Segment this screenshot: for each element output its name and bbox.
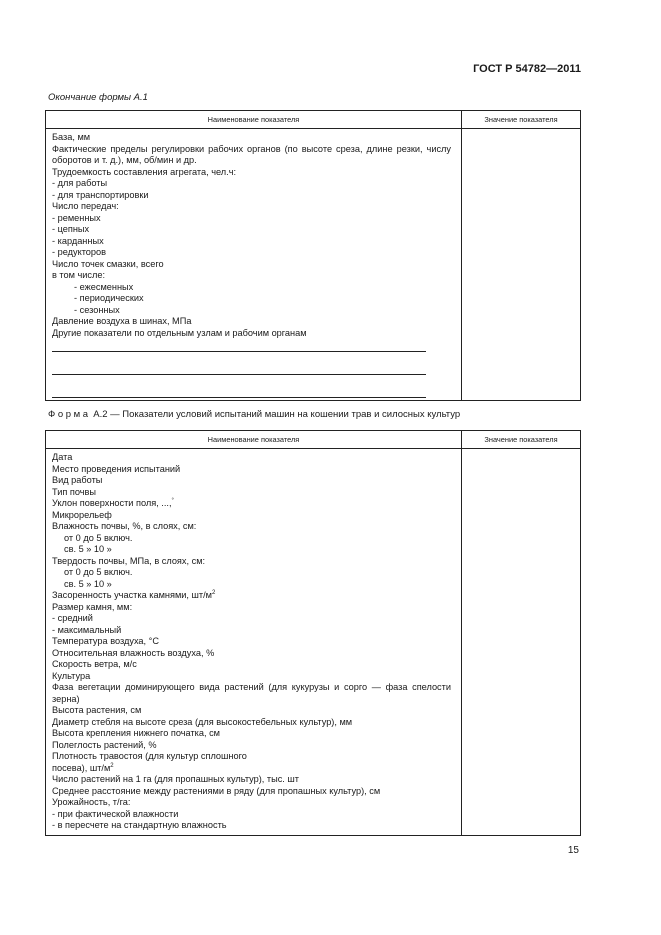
blank-line-2 [52,362,426,375]
form-a1-row-text: - для транспортировки [52,189,149,200]
form-a2-row-text: - в пересчете на стандартную влажность [52,820,227,830]
form-a2-col-value-header: Значение показателя [462,431,581,449]
blank-line-1 [52,339,426,352]
form-a1-col-name-header: Наименование показателя [46,111,462,129]
form-a2-row [52,510,455,522]
form-a2-row [52,763,455,775]
form-a1-row-text: в том числе: [52,270,106,280]
form-a2-names-cell [46,449,462,836]
form-a2-row [52,774,455,786]
form-a2-caption-rest: А.2 — Показатели условий испытаний машин на кошении трав и силосных культур [90,409,461,420]
form-a1-row-text: Трудоемкость составления агрегата, чел.ч: [52,166,237,177]
form-a1-row [52,316,455,328]
form-a2-row-text: Засоренность участка камнями, шт/м [52,590,212,600]
form-a2-row-text: Размер камня, мм: [52,601,133,612]
form-a2-row [52,487,455,499]
form-a1-row-text: Число передач: [52,201,119,211]
form-a2-row [52,705,455,717]
form-a1-rows [52,132,455,339]
form-a2-row-text: - максимальный [52,624,122,635]
form-a2-row-text: Микрорельеф [52,509,112,520]
form-a2-row [52,475,455,487]
form-a1-col-value-header: Значение показателя [462,111,581,129]
form-a1-row [52,236,455,248]
form-a2-row-text: Диаметр стебля на высоте среза (для высокостебельных культур), мм [52,716,353,727]
form-a1-row [52,247,455,259]
form-a2-row-text: Уклон поверхности поля, ..., [52,498,172,508]
form-a1-row [52,224,455,236]
form-a2-row-text: Среднее расстояние между растениями в ряду (для пропашных культур), см [52,785,381,796]
form-a2-row [52,498,455,510]
form-a2-row [52,602,455,614]
form-a2-row [52,556,455,568]
form-a2-row-superscript: 2 [211,589,216,596]
form-a1-names-cell [46,129,462,401]
form-a2-row-text: Высота крепления нижнего початка, см [52,728,220,738]
form-a2-row [52,544,455,556]
form-a1-table [45,110,581,401]
form-a2-row-text: Влажность почвы, %, в слоях, см: [52,521,197,531]
form-a2-row-text: посева), шт/м [52,762,111,773]
form-a2-row [52,613,455,625]
form-a2-row-text: св. 5 » 10 » [64,578,112,589]
form-a1-row-text: База, мм [52,132,91,142]
form-a2-row-text: Относительная влажность воздуха, % [52,647,215,658]
form-a2-row-text: Дата [52,452,73,462]
form-a2-row-text: Тип почвы [52,486,97,497]
form-a2-row [52,797,455,809]
form-a1-row-text: - периодических [74,293,144,303]
form-a1-row-text: Давление воздуха в шинах, МПа [52,316,192,326]
form-a2-row-text: Число растений на 1 га (для пропашных культур), тыс. шт [52,774,299,784]
form-a1-row [52,201,455,213]
form-a2-row-superscript: ° [171,497,174,504]
form-a2-caption [48,409,460,420]
form-a2-row-text: - средний [52,613,93,623]
form-a2-row [52,567,455,579]
form-a1-row [52,305,455,317]
form-a1-row-text: - редукторов [52,247,107,257]
form-a1-caption: Окончание формы А.1 [48,92,148,103]
form-a2-row-text: от 0 до 5 включ. [64,532,133,543]
form-a2-row-text: Место проведения испытаний [52,463,181,474]
form-a2-row [52,728,455,740]
form-a1-row [52,259,455,271]
form-a1-row [52,167,455,179]
form-a2-row-text: Полеглость растений, % [52,739,157,750]
form-a2-values-cell[interactable] [462,449,581,836]
form-a2-row [52,820,455,832]
form-a2-caption-prefix: Форма [48,409,91,420]
form-a1-row [52,213,455,225]
form-a2-row [52,533,455,545]
form-a1-row [52,270,455,282]
page-number: 15 [567,845,579,856]
form-a1-row-text: - карданных [52,235,104,246]
form-a1-row [52,144,455,167]
form-a1-values-cell[interactable] [462,129,581,401]
form-a2-row-text: Твердость почвы, МПа, в слоях, см: [52,555,206,566]
form-a2-rows [52,452,455,832]
form-a2-row-text: Урожайность, т/га: [52,797,131,807]
form-a2-row-text: Фаза вегетации доминирующего вида растений (для кукурузы и сорго — фаза спелости зерна) [52,682,451,704]
form-a2-row [52,521,455,533]
form-a2-row [52,452,455,464]
form-a1-row-text: - ежесменных [74,281,134,292]
form-a1-row [52,178,455,190]
form-a2-row-text: Высота растения, см [52,705,142,715]
form-a1-row-text: Другие показатели по отдельным узлам и рабочим органам [52,327,307,338]
form-a2-row-text: св. 5 » 10 » [64,544,112,554]
form-a1-row-text: - сезонных [74,304,120,315]
form-a2-row [52,717,455,729]
form-a2-row [52,636,455,648]
form-a2-row [52,751,455,763]
form-a2-row-superscript: 2 [110,762,114,769]
form-a2-row-text: Плотность травостоя (для культур сплошного [52,751,247,761]
form-a2-row [52,671,455,683]
form-a2-row-text: Вид работы [52,475,103,485]
form-a2-row-text: от 0 до 5 включ. [64,567,133,577]
form-a1-row-text: - для работы [52,178,108,188]
form-a2-row [52,590,455,602]
form-a1-row [52,328,455,340]
form-a2-row-text: Скорость ветра, м/с [52,659,137,669]
form-a2-row-text: Температура воздуха, °С [52,636,159,646]
form-a2-table [45,430,581,836]
form-a1-row-text: Число точек смазки, всего [52,258,164,269]
form-a1-row [52,132,455,144]
blank-line-3 [52,385,426,398]
form-a1-row-text: - цепных [52,224,90,234]
form-a2-col-name-header: Наименование показателя [46,431,462,449]
form-a2-row [52,659,455,671]
form-a2-row [52,809,455,821]
form-a2-row [52,464,455,476]
form-a2-row-text: Культура [52,670,91,681]
form-a2-row [52,786,455,798]
form-a2-row-text: - при фактической влажности [52,808,179,819]
form-a2-row [52,625,455,637]
form-a2-row [52,682,455,705]
form-a2-row [52,648,455,660]
form-a2-row [52,579,455,591]
document-code: ГОСТ Р 54782—2011 [473,63,581,75]
form-a1-row-text: - ременных [52,212,101,223]
form-a1-row-text: Фактические пределы регулировки рабочих органов (по высоте среза, длине резки, числу оборотов и т. д.), мм, об/мин и др. [52,143,451,165]
form-a1-row [52,293,455,305]
form-a1-row [52,190,455,202]
form-a1-row [52,282,455,294]
form-a2-row [52,740,455,752]
